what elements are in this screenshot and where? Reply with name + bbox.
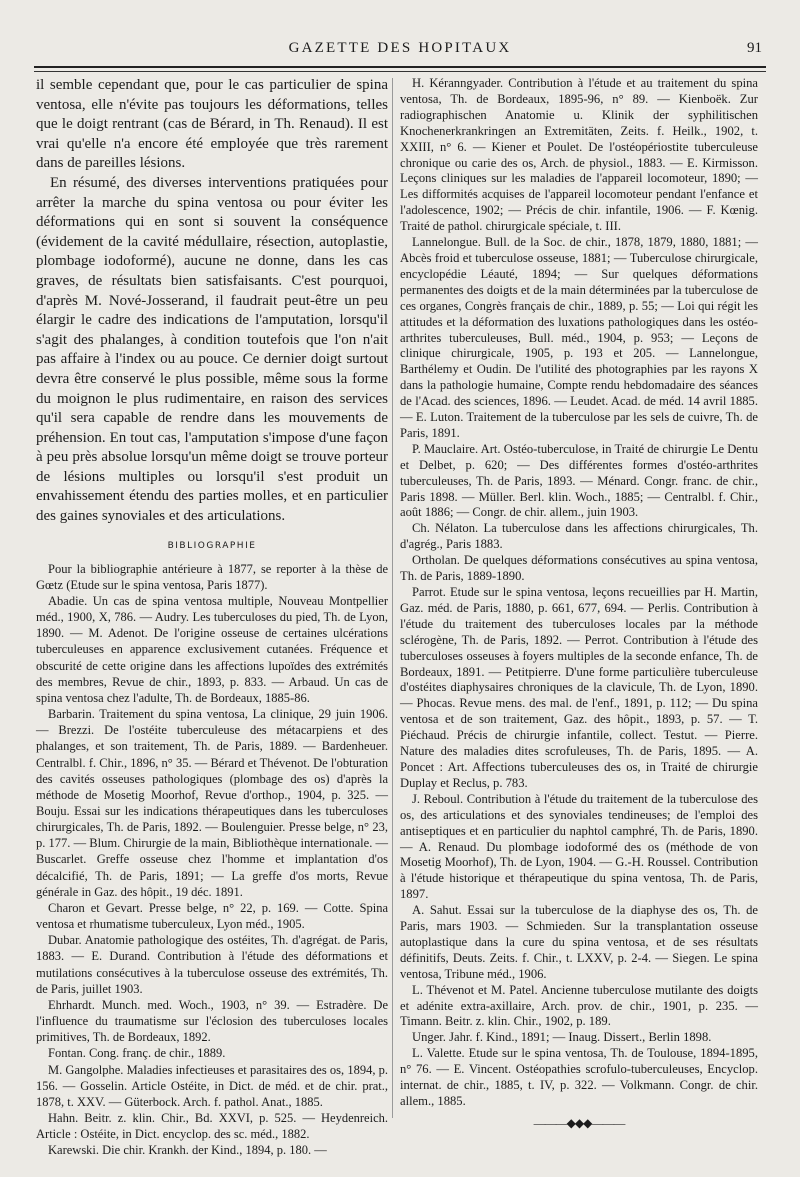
bib-entry: Hahn. Beitr. z. klin. Chir., Bd. XXVI, p. 525. — Heydenreich. Article : Ostéite, in Dict. encyclop. des sc. méd., 1882. xyxy=(36,1110,388,1142)
bib-entry: Unger. Jahr. f. Kind., 1891; — Inaug. Dissert., Berlin 1898. xyxy=(412,1030,712,1045)
article-conclusion xyxy=(36,76,388,527)
bib-entry: H. Kéranngyader. Contribution à l'étude et au traitement du spina ventosa, Th. de Bordeaux, 1895-96, n° 89. — Kienboëk. Zur radiographischen Anatomie u. Klinik der syphilitischen Knochenerkrankringen an Extremitäten, Zeits. f. Heilk., 1902, t. XXIII, n° 6. — Kiener et Poulet. De l'ostéopériostite tuberculeuse chronique ou carie des os, Arch. de physiol., 1883. — E. Kirmisson. Leçons cliniques sur les maladies de l'appareil locomoteur, 1890; — Les difformités acquises de l'appareil locomoteur pendant l'enfance et l'adolescence, 1902; — Précis de chir. infantile, 1906. — F. Kœnig. Traité de pathol. chirurgicale spéciale, t. III. xyxy=(400,76,758,234)
bib-entry: M. Gangolphe. Maladies infectieuses et parasitaires des os, 1894, p. 156. — Gosselin. Article Ostéite, in Dict. de méd. et de chir. prat., 1878, t. XXV. — Güterbock. Arch. f. pathol. Anat., 1885. xyxy=(36,1062,388,1109)
bib-entry: Lannelongue. Bull. de la Soc. de chir., 1878, 1879, 1880, 1881; — Abcès froid et tuberculose osseuse, 1881; — Tuberculose chirurgicale, encyclopédie Léauté, 1894; — Sur quelques déformations permanentes des doigts et de la main déterminées par la tuberculose de ces organes, Congrès français de chir., 1889, p. 55; — Loi qui régit les attitudes et la déformation des luxations pathologiques dans les ostéo-arthrites tuberculeuses, Bull. méd., 1904, p. 953; — Leçons de clinique chirurgicale, 1905, p. 193 et 205. — Lannelongue, Barthélemy et Oudin. De l'utilité des photographies par les rayons X dans la pathologie humaine, Compte rendu hebdomadaire des séances de l'Acad. des sciences, 1896. — Leudet. Acad. de méd. 14 avril 1885. — E. Luton. Traitement de la tuberculose par les sels de cuivre, Th. de Paris, 1891. xyxy=(400,235,758,440)
page-number: 91 xyxy=(747,40,762,56)
bib-entry: Abadie. Un cas de spina ventosa multiple, Nouveau Montpellier méd., 1900, X, 786. — Audry. Les tuberculoses du pied, Th. de Lyon, 1890. — M. Adenot. De l'origine osseuse de certaines ulcérations tuberculeuses en apparence exclusivement cutanées. Fréquence et obscurité de cette origine dans les affections lupoïdes des extrémités des membres, Revue de chir., 1893, p. 833. — Arbaud. Un cas de spina ventosa chez l'adulte, Th. de Bordeaux, 1885-86. xyxy=(36,593,388,705)
bib-entry: A. Sahut. Essai sur la tuberculose de la diaphyse des os, Th. de Paris, mars 1903. — Schmieden. Sur la transplantation osseuse autoplastique dans la cure du spina ventosa, et de ses résultats définitifs, Deuts. Zeits. f. Chir., t. LXXV, p. 2-4. — Siegen. Le spina ventosa, Tribune méd., 1906. xyxy=(400,903,758,981)
bib-entry: Parrot. Etude sur le spina ventosa, leçons recueillies par H. Martin, Gaz. méd. de Paris, 1880, p. 661, 677, 694. — Perlis. Contribution à l'étude du traitement des tuberculoses locales par la méthode sclérogène, Th. de Paris, 1892. — Perrot. Contribution à l'étude des tuberculoses osseuses à foyers multiples de la seconde enfance, Th. de Bordeaux, 1891. — Petitpierre. D'une forme particulière tuberculeuse d'ostéites diaphysaires chroniques de la clavicule, Th. de Lyon, 1890. — Phocas. Revue mens. des mal. de l'enf., 1891, p. 112; — Du spina ventosa et de son traitement, Gaz. des hôpit., 1893, p. 57. — T. Piéchaud. Précis de chirurgie infantile, collect. Testut. — Pierre. Nature des maladies dites scrofuleuses, Th. de Paris, 1895. — A. Poncet : Art. Affections tuberculeuses des os, in Traité de chirurgie Duplay et Reclus, p. 783. xyxy=(400,585,758,790)
bib-entry: Ch. Nélaton. La tuberculose dans les affections chirurgicales, Th. d'agrég., Paris 1883. xyxy=(400,521,758,552)
header-rule-thick xyxy=(34,66,766,68)
bib-entry: Dubar. Anatomie pathologique des ostéites, Th. d'agrégat. de Paris, 1883. — E. Durand. Contribution à l'étude des déformations et mutilations consécutives à la tuberculose osseuse des extrémités, Th. de Paris, juillet 1903. xyxy=(36,933,388,996)
bib-entry: Fontan. Cong. franç. de chir., 1889. xyxy=(48,1046,226,1061)
page-header xyxy=(34,40,766,64)
bib-entry: Charon et Gevart. Presse belge, n° 22, p. 169. — Cotte. Spina ventosa et rhumatisme tuberculeux, Lyon méd., 1905. xyxy=(36,900,388,932)
column-divider xyxy=(392,78,393,1118)
bib-entry: J. Reboul. Contribution à l'étude du traitement de la tuberculose des os, des articulations et des synoviales tendineuses; de l'emploi des antiseptiques et en particulier du naphtol camphré, Th. de Paris, 1890. — A. Renaud. Du plombage iodoformé des os (méthode de von Mosetig Moorhof), Th. de Lyon, 1904. — G.-H. Roussel. Contribution à l'étude historique et thérapeutique du spina ventosa, Th. de Paris, 1897. xyxy=(400,791,758,902)
bib-entry: L. Thévenot et M. Patel. Ancienne tuberculose mutilante des doigts et adénite extra-axillaire, Arch. prov. de chir., 1901, p. 235. — Timann. Beitr. z. klin. Chir., 1902, p. 189. xyxy=(400,982,758,1029)
paragraph: il semble cependant que, pour le cas particulier de spina ventosa, elle n'évite pas toujours les déformations, telles que le doigt rentrant (cas de Bérard, in Th. Renaud). Il est vrai qu'elle n'a encore été employée que très rarement dans de pareilles lésions. xyxy=(36,77,388,172)
bib-entry: Barbarin. Traitement du spina ventosa, La clinique, 29 juin 1906. — Brezzi. De l'ostéite tuberculeuse des métacarpiens et des phalanges, et son traitement, Th. de Paris, 1889. — Bardenheuer. Centralbl. f. Chir., 1896, n° 35. — Bérard et Thévenot. De l'obturation des cavités osseuses pathologiques (plombage des os) d'après la méthode de Mosetig Moorhof, Revue d'orthop., 1904, p. 325. — Bouju. Essai sur les indications thérapeutiques dans les tuberculoses chirurgicales, Th. de Paris, 1892. — Boulenguier. Presse belge, n° 23, p. 177. — Blum. Chirurgie de la main, Bibliothèque internationale. — Buscarlet. Greffe osseuse chez l'homme et implantation d'os décalcifié, Th. de Paris, 1891; — La greffe d'os morts, Revue générale in Gaz. des hôpit., 19 déc. 1891. xyxy=(36,707,388,899)
header-rule-thin xyxy=(34,71,766,72)
bib-entry: P. Mauclaire. Art. Ostéo-tuberculose, in Traité de chirurgie Le Dentu et Delbet, p. 620; — Des différentes formes d'ostéo-arthrites tuberculeuses, Th. de Paris, 1893. — Ménard. Congr. franc. de chir., Paris 1898. — Müller. Berl. klin. Woch., 1885; — Centralbl. f. Chir., août 1886; — Congr. de chir. allem., juin 1903. xyxy=(400,441,758,520)
bibliography-right xyxy=(400,76,758,1110)
bib-entry: Pour la bibliographie antérieure à 1877, se reporter à la thèse de Gœtz (Etude sur le spina ventosa, Paris 1877). xyxy=(36,561,388,592)
paragraph: En résumé, des diverses interventions pratiquées pour arrêter la marche du spina ventosa ou pour éviter les déformations qui en sont si souvent la conséquence (évidement de la cavité médullaire, résection, autoplastie, plombage iodoformé), aucune ne donne, dans les cas graves, de résultats bien satisfaisants. C'est pourquoi, d'après M. Nové-Josserand, il faudrait peut-être un peu élargir le cadre des indications de l'amputation, lorsqu'il s'agit des phalanges, à condition toutefois que l'on n'ait pas affaire à l'index ou au pouce. Ce dernier doigt surtout devra être conservé le plus possible, même sous la forme du moignon le plus rudimentaire, en raison des services qu'il sera capable de rendre dans les mouvements de préhension. En tout cas, l'amputation s'impose d'une façon à peu près absolue lorsqu'un même doigt se trouve porteur de lésions multiples ou lorsqu'il s'est produit un envahissement étendu des parties molles, et en particulier des gaines synoviales et des articulations. xyxy=(36,174,388,525)
bib-entry: L. Valette. Etude sur le spina ventosa, Th. de Toulouse, 1894-1895, n° 76. — E. Vincent. Ostéopathies scrofulo-tuberculeuses, Encyclop. internat. de chir., 1885, t. IV, p. 322. — Volkmann. Congr. de chir. allem., 1885. xyxy=(400,1046,758,1108)
bib-entry: Ehrhardt. Munch. med. Woch., 1903, n° 39. — Estradère. De l'influence du traumatisme sur l'éclosion des tuberculoses locales primitives, Th. de Bordeaux, 1892. xyxy=(36,997,388,1045)
bib-entry: Karewski. Die chir. Krankh. der Kind., 1894, p. 180. — xyxy=(48,1143,327,1158)
end-ornament: ———◆◆◆——— xyxy=(533,1115,625,1130)
right-column xyxy=(400,76,758,1131)
left-column xyxy=(36,76,388,1158)
bib-entry: Ortholan. De quelques déformations consécutives au spina ventosa, Th. de Paris, 1889-1890. xyxy=(400,553,758,584)
bibliography-heading: BIBLIOGRAPHIE xyxy=(167,540,257,551)
bibliography-left xyxy=(36,561,388,1159)
running-head: GAZETTE DES HOPITAUX xyxy=(288,40,512,56)
